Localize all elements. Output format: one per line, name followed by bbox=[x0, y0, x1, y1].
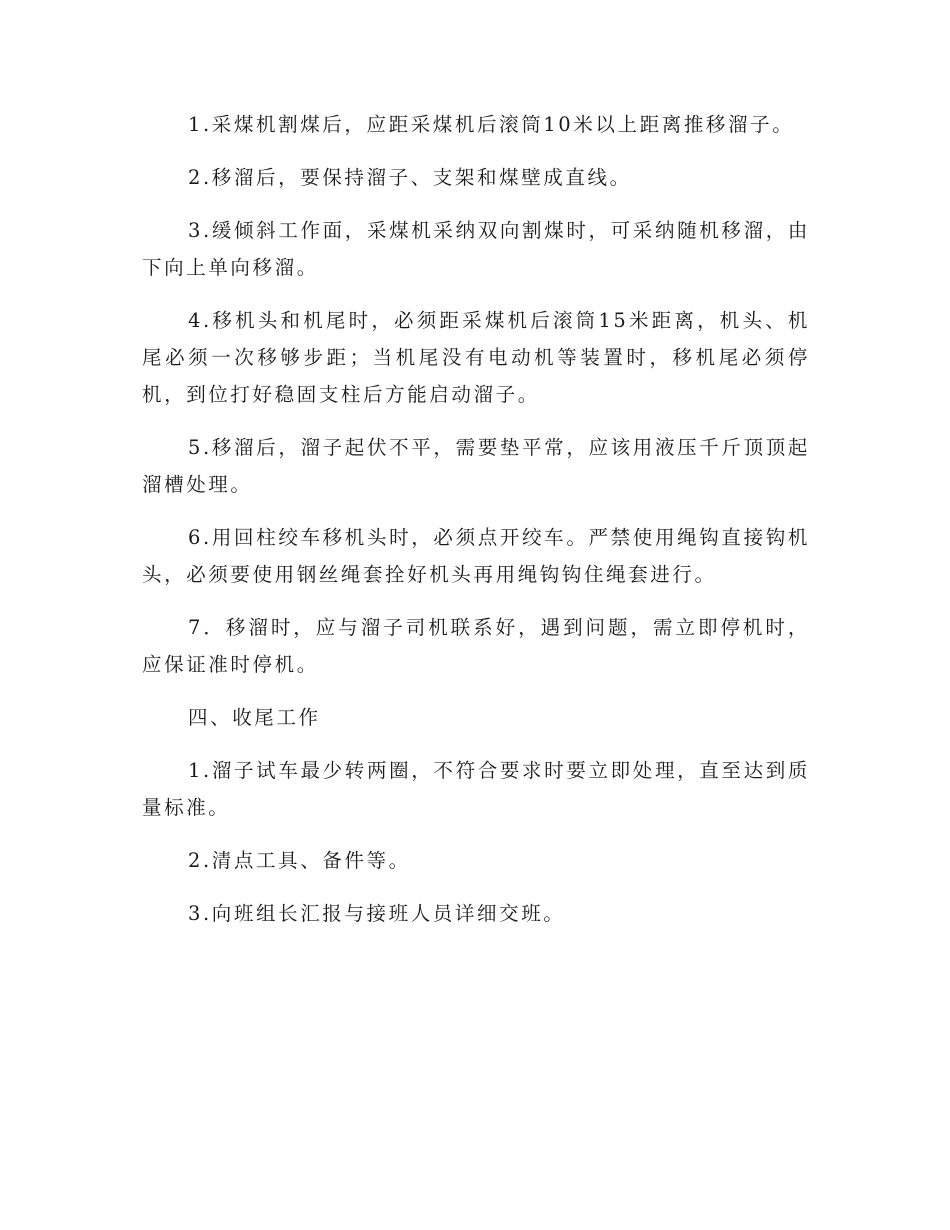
paragraph-item-7: 7．移溜时，应与溜子司机联系好，遇到问题，需立即停机时，应保证准时停机。 bbox=[142, 616, 810, 676]
section-item-1: 1.溜子试车最少转两圈，不符合要求时要立即处理，直至达到质量标准。 bbox=[142, 759, 810, 819]
section-item-3: 3.向班组长汇报与接班人员详细交班。 bbox=[188, 902, 566, 925]
document-body bbox=[142, 106, 810, 948]
paragraph-item-5: 5.移溜后，溜子起伏不平，需要垫平常，应该用液压千斤顶顶起溜槽处理。 bbox=[142, 436, 810, 496]
paragraph-item-3: 3.缓倾斜工作面，采煤机采纳双向割煤时，可采纳随机移溜，由下向上单向移溜。 bbox=[142, 219, 810, 279]
paragraph-item-4: 4.移机头和机尾时，必须距采煤机后滚筒15米距离，机头、机尾必须一次移够步距；当机尾没有电动机等装置时，移机尾必须停机，到位打好稳固支柱后方能启动溜子。 bbox=[142, 309, 810, 406]
paragraph-item-6: 6.用回柱绞车移机头时，必须点开绞车。严禁使用绳钩直接钩机头，必须要使用钢丝绳套拴好机头再用绳钩钩住绳套进行。 bbox=[142, 526, 810, 586]
paragraph-item-2: 2.移溜后，要保持溜子、支架和煤壁成直线。 bbox=[188, 166, 632, 189]
section-item-2: 2.清点工具、备件等。 bbox=[188, 849, 411, 872]
section-heading: 四、收尾工作 bbox=[188, 706, 321, 729]
paragraph-item-1: 1.采煤机割煤后，应距采煤机后滚筒10米以上距离推移溜子。 bbox=[188, 113, 795, 136]
